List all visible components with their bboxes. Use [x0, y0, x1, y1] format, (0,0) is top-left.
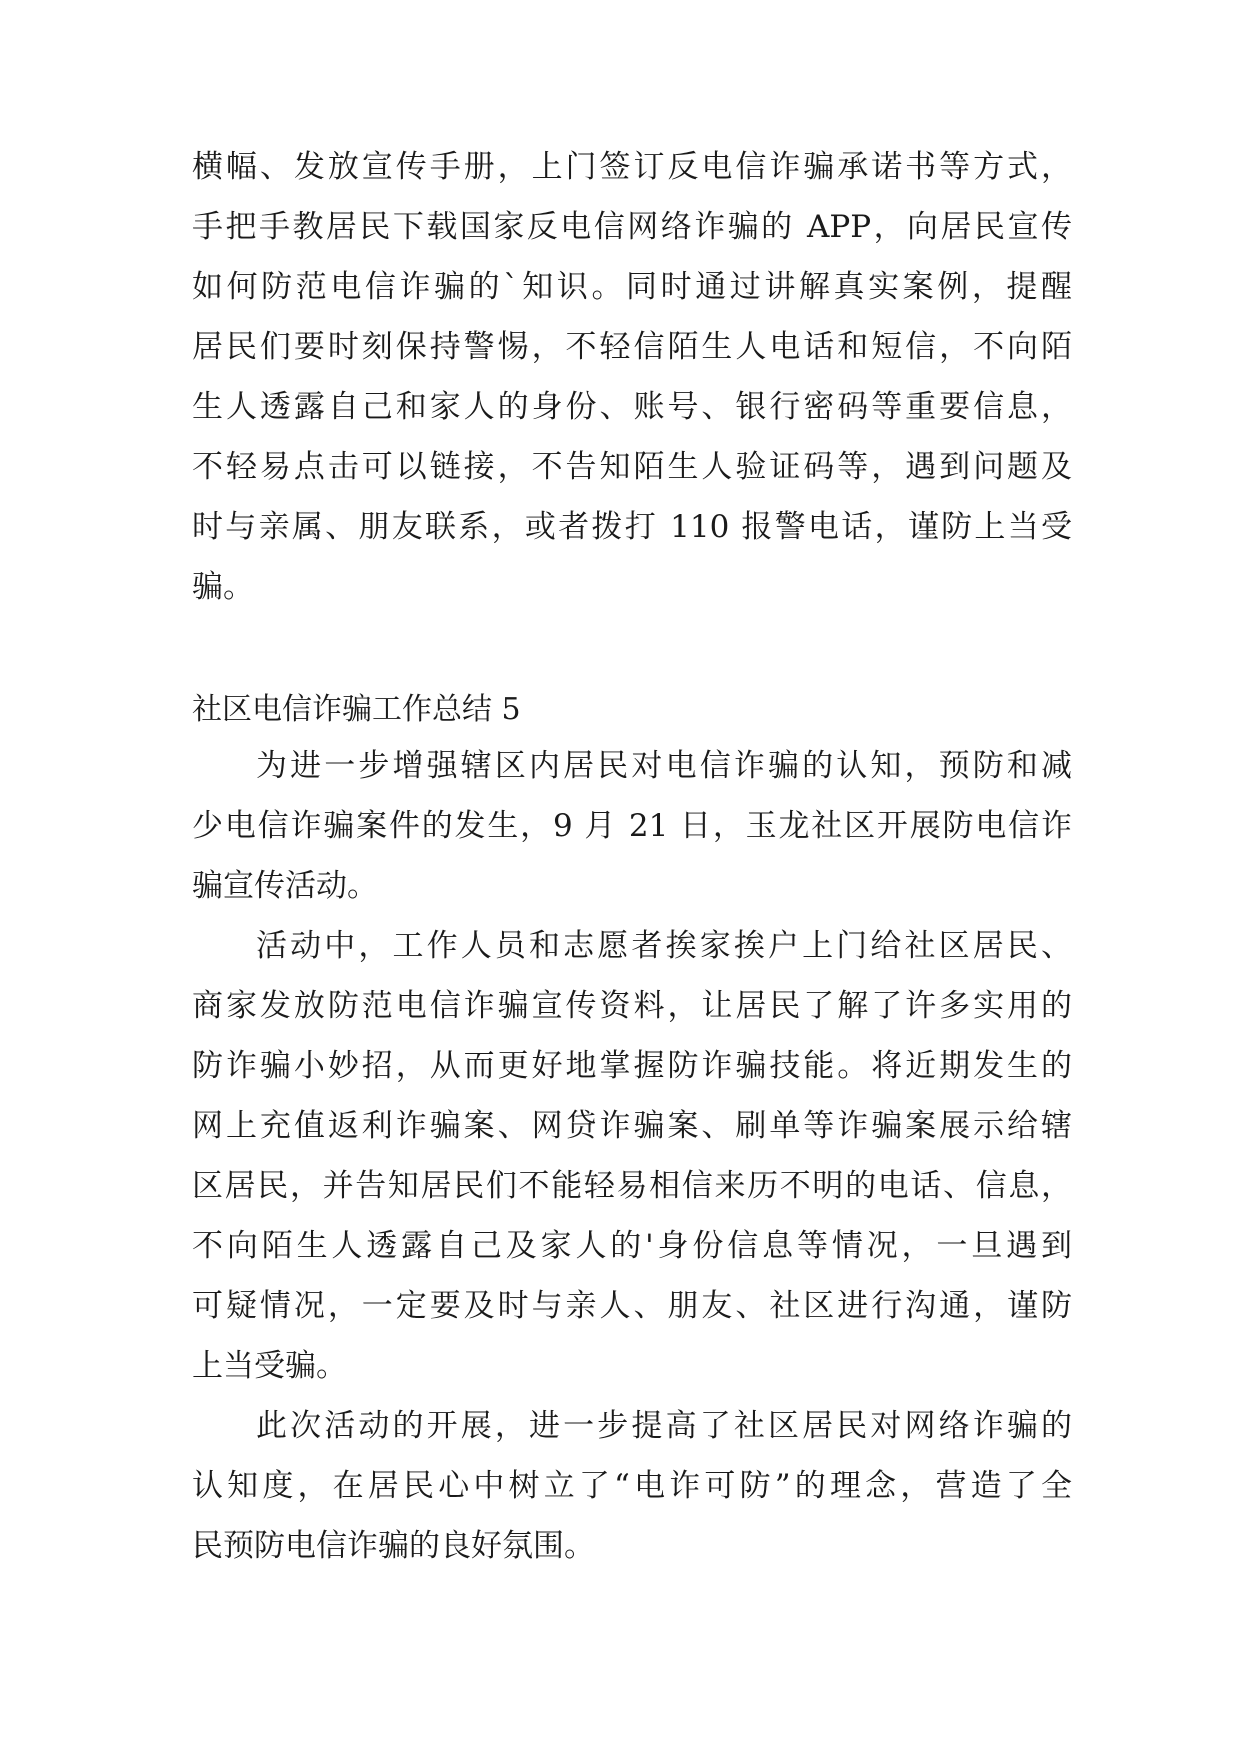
paragraph-line: 防诈骗小妙招，从而更好地掌握防诈骗技能。将近期发生的 — [192, 1048, 1072, 1084]
paragraph-line: 生人透露自己和家人的身份、账号、银行密码等重要信息， — [192, 389, 1072, 425]
paragraph-line: 不轻易点击可以链接，不告知陌生人验证码等，遇到问题及 — [192, 449, 1072, 485]
paragraph-line: 民预防电信诈骗的良好氛围。 — [192, 1528, 595, 1564]
paragraph-line: 区居民，并告知居民们不能轻易相信来历不明的电话、信息， — [192, 1168, 1072, 1204]
paragraph-line: 认知度，在居民心中树立了“电诈可防”的理念，营造了全 — [192, 1468, 1072, 1504]
paragraph-line: 手把手教居民下载国家反电信网络诈骗的 APP，向居民宣传 — [192, 209, 1072, 245]
paragraph-line: 居民们要时刻保持警惕，不轻信陌生人电话和短信，不向陌 — [192, 329, 1072, 365]
paragraph-line: 网上充值返利诈骗案、网贷诈骗案、刷单等诈骗案展示给辖 — [192, 1108, 1072, 1144]
paragraph-line: 横幅、发放宣传手册，上门签订反电信诈骗承诺书等方式， — [192, 149, 1072, 185]
paragraph-line: 此次活动的开展，进一步提高了社区居民对网络诈骗的 — [256, 1408, 1072, 1444]
paragraph-line: 骗。 — [192, 569, 254, 605]
paragraph-line: 少电信诈骗案件的发生，9 月 21 日，玉龙社区开展防电信诈 — [192, 808, 1072, 844]
paragraph-line: 上当受骗。 — [192, 1348, 347, 1384]
paragraph-line: 时与亲属、朋友联系，或者拨打 110 报警电话，谨防上当受 — [192, 509, 1072, 545]
paragraph-line: 活动中，工作人员和志愿者挨家挨户上门给社区居民、 — [256, 928, 1072, 964]
paragraph-line: 不向陌生人透露自己及家人的'身份信息等情况，一旦遇到 — [192, 1228, 1072, 1264]
paragraph-line: 如何防范电信诈骗的`知识。同时通过讲解真实案例，提醒 — [192, 269, 1072, 305]
paragraph-line: 商家发放防范电信诈骗宣传资料，让居民了解了许多实用的 — [192, 988, 1072, 1024]
paragraph-line: 骗宣传活动。 — [192, 868, 378, 904]
section-title: 社区电信诈骗工作总结 5 — [192, 692, 521, 727]
paragraph-line: 为进一步增强辖区内居民对电信诈骗的认知，预防和减 — [256, 748, 1072, 784]
paragraph-line: 可疑情况，一定要及时与亲人、朋友、社区进行沟通，谨防 — [192, 1288, 1072, 1324]
